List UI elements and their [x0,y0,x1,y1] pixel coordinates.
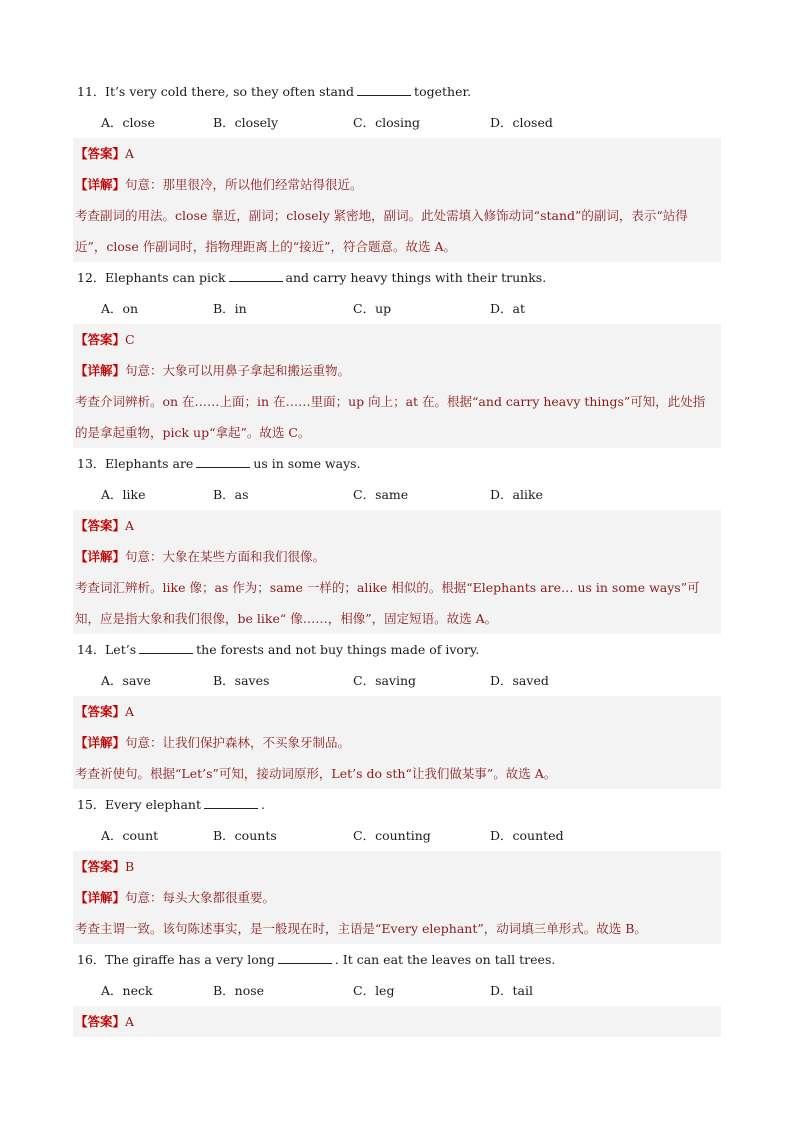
answer-line [73,851,721,882]
option-a: A．save [101,673,151,688]
question-number: 13． [77,456,106,471]
question-stem [73,448,721,479]
detail-text: 句意：那里很冷，所以他们经常站得很近。 [125,177,363,192]
question-12 [73,262,721,448]
answer-label: 【答案】 [75,1014,126,1029]
answer-box [73,1006,721,1037]
answer-value: C [125,332,135,347]
option-b: B．counts [213,828,277,843]
option-c: C．counting [353,828,431,843]
analysis-text: 考查祈使句。根据“Let’s”可知，接动词原形，Let’s do sth“让我们做某事”。故选 A。 [75,766,557,781]
question-14 [73,634,721,789]
answer-value: A [125,146,135,161]
options-row [73,293,721,324]
answer-box [73,510,721,634]
stem-after: and carry heavy things with their trunks. [285,270,547,285]
detail-text: 句意：大象在某些方面和我们很像。 [125,549,326,564]
detail-label: 【详解】 [75,177,126,192]
option-a: A．on [101,301,139,316]
option-b: B．as [213,487,249,502]
stem-before: Elephants are [105,456,194,471]
detail-text: 句意：大象可以用鼻子拿起和搬运重物。 [125,363,351,378]
detail-label: 【详解】 [75,735,126,750]
answer-blank [278,951,332,964]
answer-label: 【答案】 [75,332,126,347]
option-b: B．nose [213,983,265,998]
answer-line [73,510,721,541]
answer-box [73,138,721,262]
options-row [73,975,721,1006]
answer-label: 【答案】 [75,859,126,874]
option-c: C．same [353,487,409,502]
detail-text: 句意：每头大象都很重要。 [125,890,276,905]
analysis-text: 考查副词的用法。close 靠近，副词；closely 紧密地，副词。此处需填入修饰动词“stand”的副词，表示“站得近”，close 作副词时，指物理距离上的“接近”，符合题意。故选 A。 [75,208,688,254]
question-16 [73,944,721,1037]
option-c: C．up [353,301,392,316]
answer-line [73,324,721,355]
detail-line [73,355,721,386]
options-row [73,479,721,510]
question-stem [73,76,721,107]
option-a: A．close [101,115,155,130]
question-stem [73,262,721,293]
answer-blank [229,269,283,282]
answer-blank [139,641,193,654]
detail-line [73,727,721,758]
option-d: D．closed [490,115,553,130]
answer-line [73,1006,721,1037]
options-row [73,107,721,138]
detail-line [73,169,721,200]
option-a: A．count [101,828,159,843]
stem-after: . [260,797,265,812]
analysis-text: 考查主谓一致。该句陈述事实，是一般现在时，主语是“Every elephant”，动词填三单形式。故选 B。 [75,921,647,936]
option-d: D．saved [490,673,549,688]
question-11 [73,76,721,262]
answer-box [73,696,721,789]
question-list [73,76,721,1037]
question-stem [73,944,721,975]
answer-line [73,138,721,169]
stem-after: the forests and not buy things made of ivory. [196,642,480,657]
question-number: 14． [77,642,106,657]
answer-value: B [125,859,135,874]
analysis-text: 考查词汇辨析。like 像；as 作为；same 一样的；alike 相似的。根据“Elephants are… us in some ways”可知，应是指大象和我们很像，be like“ 像……，相像”，固定短语。故选 A。 [75,580,700,626]
question-stem [73,634,721,665]
stem-after: . It can eat the leaves on tall trees. [334,952,556,967]
answer-box [73,851,721,944]
detail-label: 【详解】 [75,549,126,564]
question-number: 12． [77,270,106,285]
question-15 [73,789,721,944]
option-d: D．at [490,301,525,316]
option-b: B．closely [213,115,279,130]
option-d: D．alike [490,487,543,502]
question-number: 11． [77,84,106,99]
question-13 [73,448,721,634]
option-b: B．saves [213,673,270,688]
stem-before: The giraffe has a very long [105,952,275,967]
option-d: D．counted [490,828,564,843]
option-c: C．saving [353,673,417,688]
options-row [73,820,721,851]
answer-blank [357,83,411,96]
question-number: 16． [77,952,106,967]
option-c: C．leg [353,983,395,998]
question-stem [73,789,721,820]
options-row [73,665,721,696]
answer-label: 【答案】 [75,146,126,161]
stem-before: Elephants can pick [105,270,226,285]
option-a: A．like [101,487,146,502]
answer-blank [204,796,258,809]
answer-label: 【答案】 [75,518,126,533]
stem-after: together. [414,84,472,99]
detail-text: 句意：让我们保护森林，不买象牙制品。 [125,735,351,750]
question-number: 15． [77,797,106,812]
option-c: C．closing [353,115,421,130]
answer-box [73,324,721,448]
stem-before: It’s very cold there, so they often stand [105,84,355,99]
answer-line [73,696,721,727]
detail-line [73,541,721,572]
answer-value: A [125,1014,135,1029]
analysis-text: 考查介词辨析。on 在……上面；in 在……里面；up 向上；at 在。根据“and carry heavy things”可知，此处指的是拿起重物，pick up“拿起”。故选 C。 [75,394,706,440]
detail-label: 【详解】 [75,890,126,905]
detail-line [73,882,721,913]
stem-before: Let’s [105,642,137,657]
option-a: A．neck [101,983,153,998]
answer-value: A [125,704,135,719]
answer-blank [196,455,250,468]
detail-label: 【详解】 [75,363,126,378]
answer-value: A [125,518,135,533]
answer-label: 【答案】 [75,704,126,719]
stem-before: Every elephant [105,797,201,812]
option-d: D．tail [490,983,533,998]
option-b: B．in [213,301,247,316]
stem-after: us in some ways. [253,456,361,471]
